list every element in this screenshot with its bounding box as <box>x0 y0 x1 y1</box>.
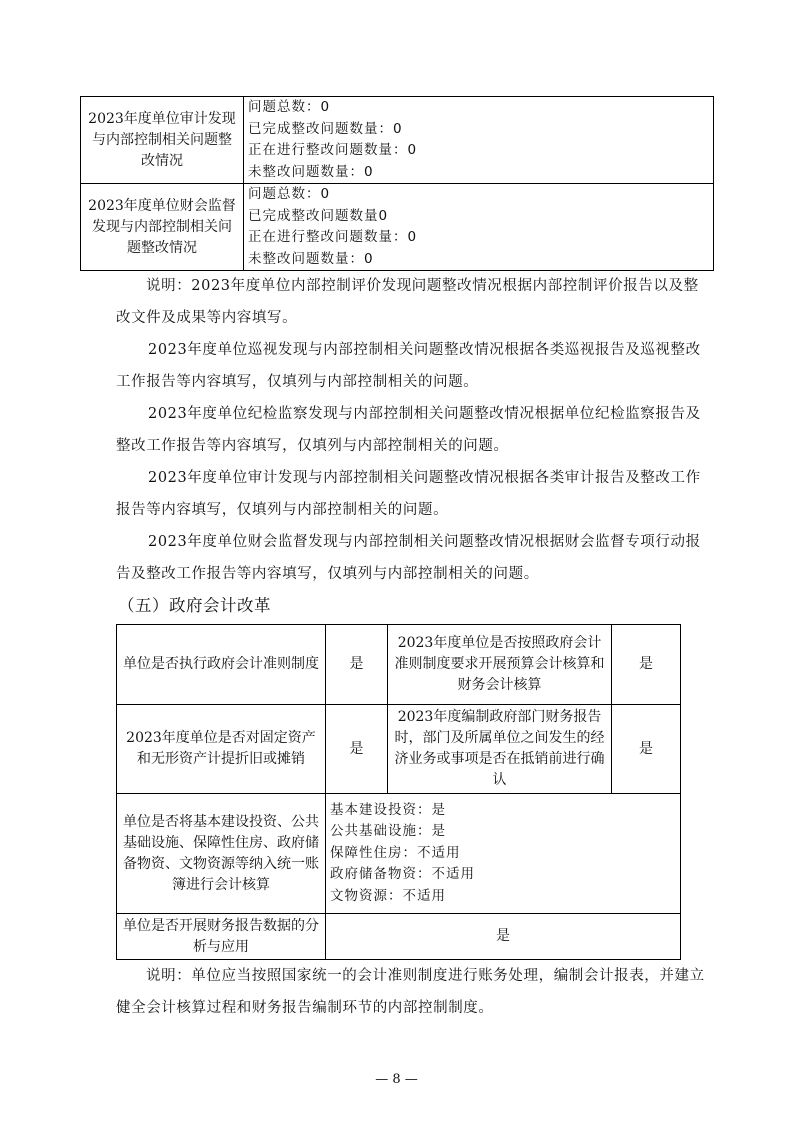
row-values <box>244 97 714 184</box>
row-label <box>81 97 244 184</box>
value-line: 文物资源：不适用 <box>330 887 446 904</box>
value-line: 未整改问题数量：0 <box>248 163 374 180</box>
table-row <box>117 705 681 794</box>
table-row <box>81 184 714 271</box>
question-cell: 单位是否开展财务报告数据的分析与应用 <box>117 914 326 960</box>
question-cell: 单位是否执行政府会计准则制度 <box>117 625 326 705</box>
table-row <box>117 914 681 960</box>
value-line: 正在进行整改问题数量：0 <box>248 229 418 245</box>
value-line: 基本建设投资：是 <box>330 801 446 818</box>
value-line: 已完成整改问题数量：0 <box>248 120 403 137</box>
value-line: 保障性住房：不适用 <box>330 844 461 861</box>
note-paragraph: 说明：单位应当按照国家统一的会计准则制度进行账务处理，编制会计报表，并建立健全会计核算过程和财务报告编制环节的内部控制制度。 <box>116 968 705 1016</box>
answer-cell: 是 <box>326 914 681 960</box>
answer-cell: 是 <box>326 625 388 705</box>
value-line: 政府储备物资：不适用 <box>330 866 475 883</box>
value-line: 公共基础设施：是 <box>330 823 446 840</box>
question-cell: 2023年度单位是否按照政府会计准则制度要求开展预算会计核算和财务会计核算 <box>388 625 612 705</box>
value-line: 未整改问题数量：0 <box>248 250 374 267</box>
page-number: — 8 — <box>375 1072 418 1087</box>
answer-cell: 是 <box>612 705 681 794</box>
answer-cell: 是 <box>612 625 681 705</box>
value-line: 已完成整改问题数量0 <box>248 207 389 224</box>
audit-rectification-label: 2023年度单位审计发现与内部控制相关问题整改情况 <box>88 110 236 169</box>
table-row <box>117 625 681 705</box>
note-paragraph: 2023年度单位巡视发现与内部控制相关问题整改情况根据各类巡视报告及巡视整改工作报告等内容填写，仅填列与内部控制相关的问题。 <box>116 342 701 390</box>
row-values <box>244 184 714 271</box>
question-cell: 2023年度单位是否对固定资产和无形资产计提折旧或摊销 <box>117 705 326 794</box>
table-row <box>81 97 714 184</box>
note-paragraph: 2023年度单位纪检监察发现与内部控制相关问题整改情况根据单位纪检监察报告及整改工作报告等内容填写，仅填列与内部控制相关的问题。 <box>116 406 701 454</box>
note-paragraph: 说明：2023年度单位内部控制评价发现问题整改情况根据内部控制评价报告以及整改文件及成果等内容填写。 <box>116 278 699 326</box>
value-line: 正在进行整改问题数量：0 <box>248 142 418 158</box>
table-row <box>117 794 681 914</box>
value-line: 问题总数：0 <box>248 186 331 202</box>
question-cell: 2023年度编制政府部门财务报告时，部门及所属单位之间发生的经济业务或事项是否在抵销前进行确认 <box>388 705 612 794</box>
answer-cell: 是 <box>326 705 388 794</box>
rectification-table <box>80 96 714 271</box>
gov-accounting-reform-table <box>116 624 681 960</box>
row-label <box>81 184 244 271</box>
note-paragraph: 2023年度单位财会监督发现与内部控制相关问题整改情况根据财会监督专项行动报告及整改工作报告等内容填写，仅填列与内部控制相关的问题。 <box>116 534 701 582</box>
finance-supervision-label: 2023年度单位财会监督发现与内部控制相关问题整改情况 <box>88 197 236 256</box>
question-cell: 单位是否将基本建设投资、公共基础设施、保障性住房、政府储备物资、文物资源等纳入统一账簿进行会计核算 <box>117 794 326 914</box>
note-paragraph: 2023年度单位审计发现与内部控制相关问题整改情况根据各类审计报告及整改工作报告等内容填写，仅填列与内部控制相关的问题。 <box>116 470 701 518</box>
section-heading: （五）政府会计改革 <box>118 596 271 615</box>
answer-lines-cell <box>326 794 681 914</box>
value-line: 问题总数：0 <box>248 99 331 115</box>
